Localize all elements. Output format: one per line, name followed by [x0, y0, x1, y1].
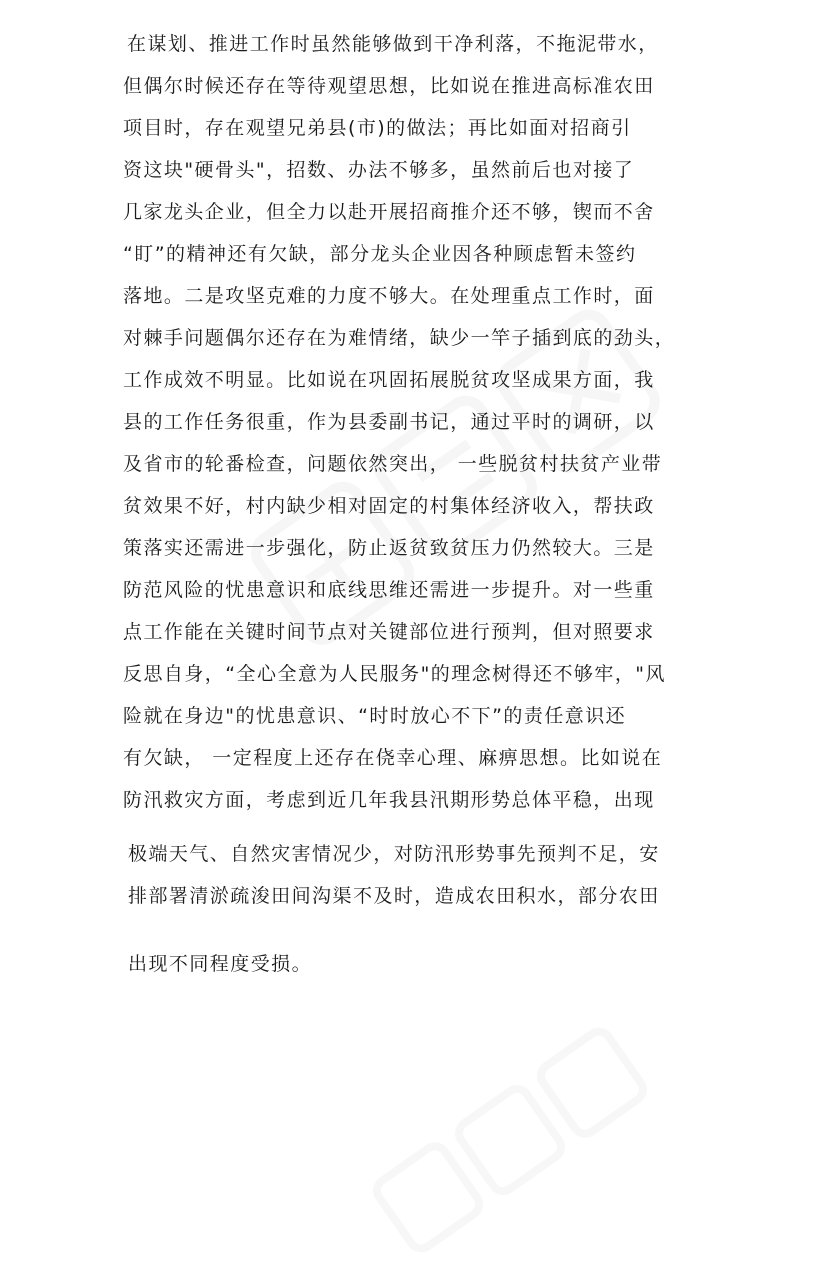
body-text-line: 对棘手问题偶尔还存在为难情绪，缺少一竿子插到底的劲头， — [123, 327, 676, 349]
body-text-line: 县的工作任务很重，作为县委副书记，通过平时的调研，以 — [123, 411, 655, 433]
body-text-line: 有欠缺， 一定程度上还存在侥幸心理、麻痹思想。比如说在 — [123, 747, 663, 769]
body-text-line: 反思自身，“全心全意为人民服务"的理念树得还不够牢，"风 — [123, 663, 666, 685]
body-text-line: 出现不同程度受损。 — [128, 953, 313, 975]
body-text-line: 防汛救灾方面，考虑到近几年我县汛期形势总体平稳，出现 — [123, 789, 655, 811]
body-text-line: 排部署清淤疏浚田间沟渠不及时，造成农田积水，部分农田 — [128, 885, 660, 907]
body-text-line: 险就在身边"的忧患意识、“时时放心不下”的责任意识还 — [123, 705, 627, 727]
body-text-line: 工作成效不明显。比如说在巩固拓展脱贫攻坚成果方面，我 — [123, 369, 655, 391]
body-text-line: 但偶尔时候还存在等待观望思想，比如说在推进高标准农田 — [123, 75, 655, 97]
body-text-line: 策落实还需进一步强化，防止返贫致贫压力仍然较大。三是 — [123, 537, 655, 559]
body-text-line: 点工作能在关键时间节点对关键部位进行预判，但对照要求 — [123, 621, 655, 643]
body-text-line: 资这块"硬骨头"，招数、办法不够多，虽然前后也对接了 — [123, 159, 635, 181]
body-text-line: “盯”的精神还有欠缺，部分龙头企业因各种顾虑暂未签约 — [123, 243, 637, 265]
body-text-line: 落地。二是攻坚克难的力度不够大。在处理重点工作时，面 — [123, 285, 655, 307]
watermark-logo-bottom — [353, 1005, 668, 1275]
body-text-line: 在谋划、推进工作时虽然能够做到干净利落，不拖泥带水， — [127, 33, 659, 55]
body-text-line: 极端天气、自然灾害情况少，对防汛形势事先预判不足，安 — [128, 843, 660, 865]
body-text-line: 及省市的轮番检查，问题依然突出， 一些脱贫村扶贫产业带 — [123, 453, 663, 475]
body-text-line: 项目时，存在观望兄弟县(市)的做法；再比如面对招商引 — [123, 117, 632, 139]
body-text-line: 贫效果不好，村内缺少相对固定的村集体经济收入，帮扶政 — [123, 495, 655, 517]
body-text-line: 防范风险的忧患意识和底线思维还需进一步提升。对一些重 — [123, 579, 655, 601]
body-text-line: 几家龙头企业，但全力以赴开展招商推介还不够，锲而不舍 — [123, 201, 655, 223]
